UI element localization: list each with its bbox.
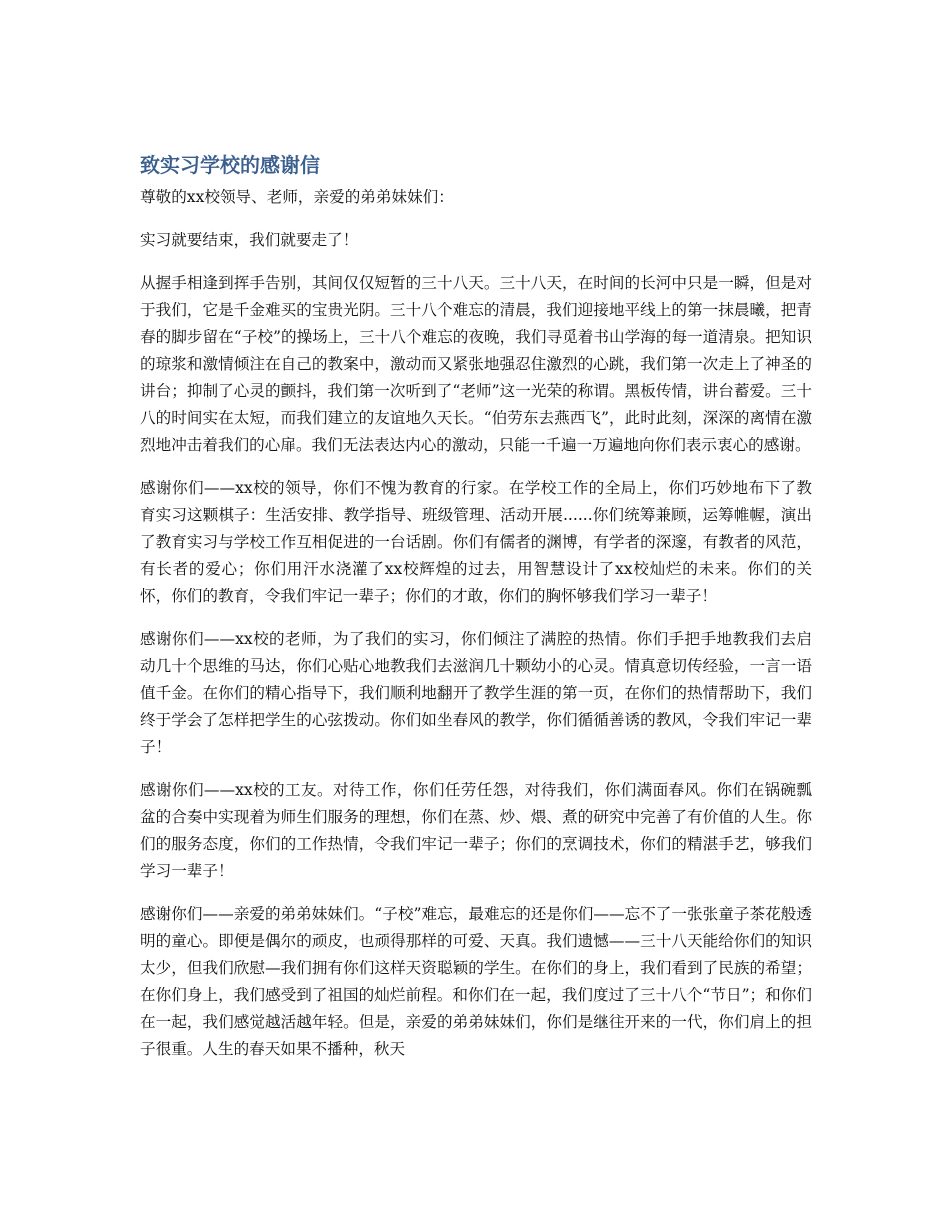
paragraph-thanks-leaders: 感谢你们——xx校的领导，你们不愧为教育的行家。在学校工作的全局上，你们巧妙地布下了教育实习这颗棋子：生活安排、教学指导、班级管理、活动开展......你们统筹兼顾，运筹帷幄，演出了教育实习与学校工作互相促进的一台话剧。你们有儒者的渊博，有学者的深邃，有教者的风范，有长者的爱心；你们用汗水浇灌了xx校辉煌的过去，用智慧设计了xx校灿烂的未来。你们的关怀，你们的教育，令我们牢记一辈子；你们的才敢，你们的胸怀够我们学习一辈子！ [140,479,812,605]
document-page [140,150,812,1079]
paragraph-thanks-students: 感谢你们——亲爱的弟弟妹妹们。“子校”难忘，最难忘的还是你们——忘不了一张张童子茶花般透明的童心。即便是偶尔的顽皮，也顽得那样的可爱、天真。我们遗憾——三十八天能给你们的知识太少，但我们欣慰—我们拥有你们这样天资聪颖的学生。在你们的身上，我们看到了民族的希望；在你们身上，我们感受到了祖国的灿烂前程。和你们在一起，我们度过了三十八个“节日”；和你们在一起，我们感觉越活越年轻。但是，亲爱的弟弟妹妹们，你们是继往开来的一代，你们肩上的担子很重。人生的春天如果不播种，秋天 [140,905,812,1058]
paragraph-opening: 实习就要结束，我们就要走了！ [140,231,359,249]
document-title: 致实习学校的感谢信 [140,153,320,177]
paragraph-thanks-teachers: 感谢你们——xx校的老师，为了我们的实习，你们倾注了满腔的热情。你们手把手地教我们去启动几十个思维的马达，你们心贴心地教我们去滋润几十颗幼小的心灵。情真意切传经验，一言一语值千金。在你们的精心指导下，我们顺利地翻开了教学生涯的第一页，在你们的热情帮助下，我们终于学会了怎样把学生的心弦拨动。你们如坐春风的教学，你们循循善诱的教风，令我们牢记一辈子！ [140,630,812,756]
paragraph-thanks-workers: 感谢你们——xx校的工友。对待工作，你们任劳任怨，对待我们，你们满面春风。你们在锅碗瓢盆的合奏中实现着为师生们服务的理想，你们在蒸、炒、煨、煮的研究中完善了有价值的人生。你们的服务态度，你们的工作热情，令我们牢记一辈子；你们的烹调技术，你们的精湛手艺，够我们学习一辈子！ [140,781,812,880]
salutation: 尊敬的xx校领导、老师，亲爱的弟弟妹妹们： [140,188,454,206]
paragraph-farewell: 从握手相逢到挥手告别，其间仅仅短暂的三十八天。三十八天，在时间的长河中只是一瞬，但是对于我们，它是千金难买的宝贵光阴。三十八个难忘的清晨，我们迎接地平线上的第一抹晨曦，把青春的脚步留在“子校”的操场上，三十八个难忘的夜晚，我们寻觅着书山学海的每一道清泉。把知识的琼浆和激情倾注在自己的教案中，激动而又紧张地强忍住激烈的心跳，我们第一次走上了神圣的讲台；抑制了心灵的颤抖，我们第一次听到了“老师”这一光荣的称谓。黑板传情，讲台蓄爱。三十八的时间实在太短，而我们建立的友谊地久天长。“伯劳东去燕西飞”，此时此刻，深深的离情在激烈地冲击着我们的心扉。我们无法表达内心的激动，只能一千遍一万遍地向你们表示衷心的感谢。 [140,274,812,454]
